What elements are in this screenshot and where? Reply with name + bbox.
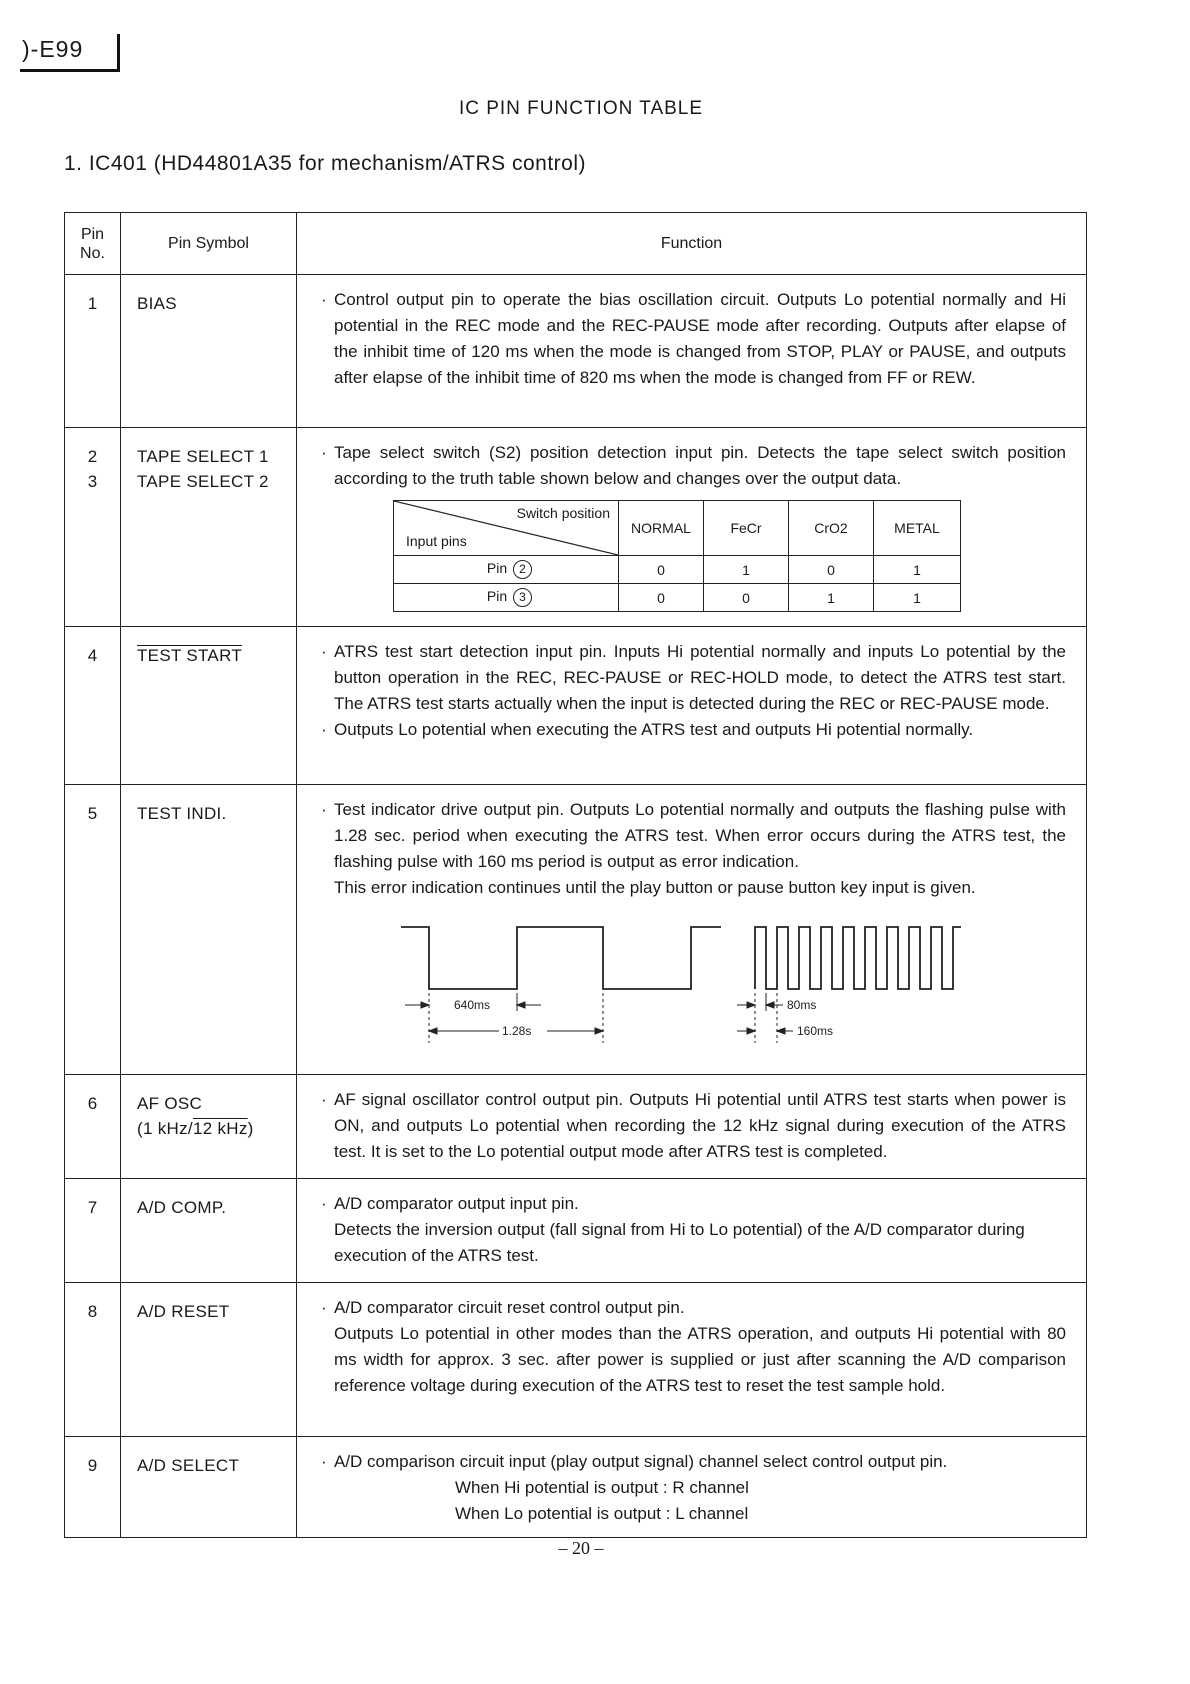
pin-function [297, 1283, 1087, 1437]
waveform-diagram [321, 905, 1061, 1045]
header-pin-symbol: Pin Symbol [121, 213, 297, 275]
pin-no: 7 [65, 1179, 121, 1283]
truth-row-pin2 [394, 556, 961, 584]
pin-no: 2 3 [65, 428, 121, 627]
pin-no: 4 [65, 627, 121, 785]
header-pin-no: Pin No. [65, 213, 121, 275]
pin-function [297, 1437, 1087, 1538]
truth-cell: 1 [874, 584, 961, 612]
function-text: Outputs Lo potential in other modes than the ATRS operation, and outputs Hi potential with 80 ms width for approx. 3 sec. after power is supplied or just after scanning the A/D comparison reference voltage during execution of the ATRS test to reset the test sample hold. [334, 1324, 1066, 1395]
col-fecr: FeCr [704, 501, 789, 556]
label-80ms: 80ms [787, 998, 817, 1012]
pin-function [297, 627, 1087, 785]
table-row [65, 428, 1087, 627]
truth-cell: 0 [619, 584, 704, 612]
pin-no: 9 [65, 1437, 121, 1538]
pin-symbol: TEST START [121, 627, 297, 785]
truth-table-corner [394, 501, 619, 556]
table-row [65, 1437, 1087, 1538]
label-640ms: 640ms [454, 998, 491, 1012]
pin-no: 5 [65, 785, 121, 1075]
pin-function [297, 785, 1087, 1075]
page-number: – 20 – [558, 1538, 604, 1558]
function-text: This error indication continues until the play button or pause button key input is given. [334, 878, 976, 897]
truth-cell: 0 [619, 556, 704, 584]
truth-cell: 1 [874, 556, 961, 584]
truth-table [393, 500, 961, 612]
pin-symbol: A/D COMP. [121, 1179, 297, 1283]
header-function: Function [297, 213, 1087, 275]
function-text: · ATRS test start detection input pin. Inputs Hi potential normally and inputs Lo potential by the button operation in the REC, REC-PAUSE or REC-HOLD mode, to detect the ATRS test start. The ATRS test starts actually when the input is detected during the REC or REC-PAUSE mode. [321, 639, 1066, 717]
col-cro2: CrO2 [789, 501, 874, 556]
pin-symbol: A/D RESET [121, 1283, 297, 1437]
col-metal: METAL [874, 501, 961, 556]
pin-no: 1 [65, 275, 121, 428]
pin-no: 8 [65, 1283, 121, 1437]
table-row [65, 627, 1087, 785]
table-row [65, 1283, 1087, 1437]
function-text: · A/D comparison circuit input (play output signal) channel select control output pin. [321, 1449, 1066, 1475]
pin-function-table [64, 212, 1087, 1538]
pin-symbol: TAPE SELECT 1 TAPE SELECT 2 [121, 428, 297, 627]
error-waveform [755, 927, 961, 989]
switch-position-label: Switch position [516, 505, 610, 521]
pin-symbol: A/D SELECT [121, 1437, 297, 1538]
flash-waveform [401, 927, 721, 989]
function-text: · A/D comparator circuit reset control output pin. [321, 1295, 1066, 1321]
table-row [65, 1179, 1087, 1283]
function-text: · Outputs Lo potential when executing the ATRS test and outputs Hi potential normally. [321, 717, 1066, 743]
table-row [65, 275, 1087, 428]
function-text: When Hi potential is output : R channel [455, 1478, 749, 1497]
truth-row-pin3 [394, 584, 961, 612]
page-title: IC PIN FUNCTION TABLE [458, 98, 704, 119]
col-normal: NORMAL [619, 501, 704, 556]
function-text: · Control output pin to operate the bias oscillation circuit. Outputs Lo potential normally and Hi potential in the REC mode and the REC-PAUSE mode after recording. Outputs after elapse of the inhibit time of 120 ms when the mode is changed from STOP, PLAY or PAUSE, and outputs after elapse of the inhibit time of 820 ms when the mode is changed from FF or REW. [321, 287, 1066, 391]
truth-cell: 1 [704, 556, 789, 584]
label-1-28s: 1.28s [502, 1024, 532, 1038]
pin-symbol: TEST INDI. [121, 785, 297, 1075]
table-row [65, 785, 1087, 1075]
truth-cell: 0 [789, 556, 874, 584]
function-text: When Lo potential is output : L channel [455, 1504, 749, 1523]
function-text: Detects the inversion output (fall signal from Hi to Lo potential) of the A/D comparator during execution of the ATRS test. [334, 1220, 1025, 1265]
function-text: · A/D comparator output input pin. [321, 1191, 1066, 1217]
pin-function [297, 275, 1087, 428]
table-header-row [65, 213, 1087, 275]
truth-cell: 0 [704, 584, 789, 612]
pin-symbol: BIAS [121, 275, 297, 428]
model-number: )-E99 [20, 34, 120, 72]
label-160ms: 160ms [797, 1024, 834, 1038]
pin-function [297, 428, 1087, 627]
pin-function [297, 1179, 1087, 1283]
function-text: · AF signal oscillator control output pin. Outputs Hi potential until ATRS test starts when power is ON, and outputs Lo potential when recording the 12 kHz signal during execution of the ATRS test. It is set to the Lo potential output mode after ATRS test is completed. [321, 1087, 1066, 1165]
function-text: · Tape select switch (S2) position detection input pin. Detects the tape select switch position according to the truth table shown below and changes over the output data. [321, 440, 1066, 492]
pin-symbol: AF OSC (1 kHz/12 kHz) [121, 1075, 297, 1179]
section-title: 1. IC401 (HD44801A35 for mechanism/ATRS control) [64, 152, 586, 175]
pin-function [297, 1075, 1087, 1179]
truth-cell: 1 [789, 584, 874, 612]
pin-label: Pin 2 [394, 556, 619, 584]
function-text: · Test indicator drive output pin. Outputs Lo potential normally and outputs the flashing pulse with 1.28 sec. period when executing the ATRS test. When error occurs during the ATRS test, the flashing pulse with 160 ms period is output as error indication. [321, 797, 1066, 875]
pin-label: Pin 3 [394, 584, 619, 612]
pin-no: 6 [65, 1075, 121, 1179]
input-pins-label: Input pins [406, 533, 467, 549]
table-row [65, 1075, 1087, 1179]
